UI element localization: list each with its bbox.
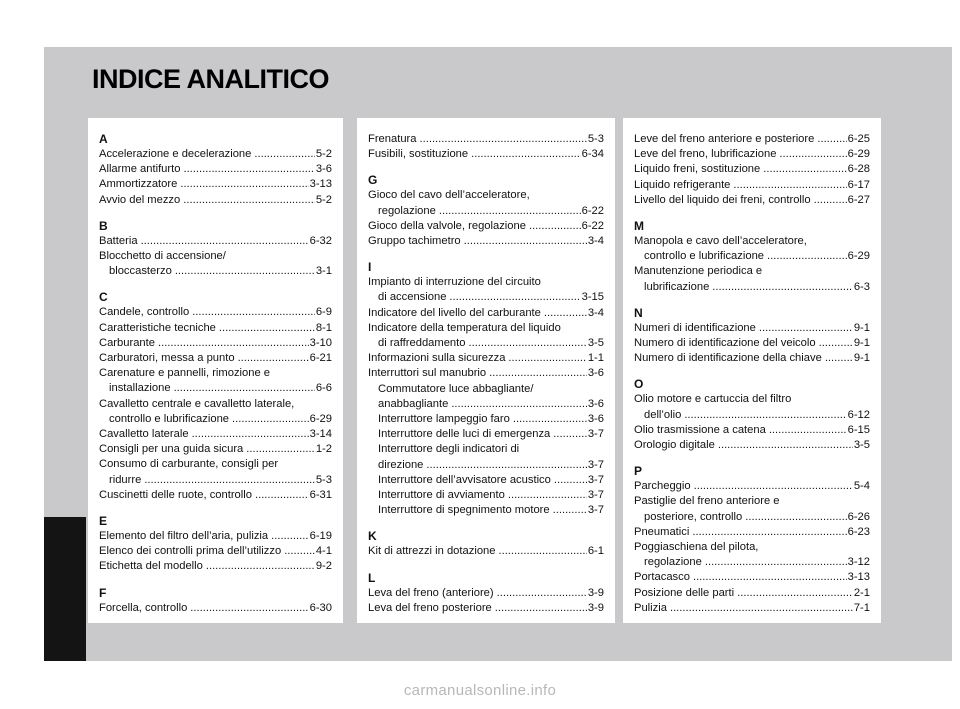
section-letter: O	[634, 377, 644, 392]
index-section-o	[634, 377, 870, 453]
index-entry[interactable]: posteriore, controllo ..... 6-26	[634, 510, 870, 525]
index-entry-line: Carenature e pannelli, rimozione e	[99, 367, 271, 380]
index-entry[interactable]: Numero di identificazione della chiave ..... 9-1	[634, 351, 870, 366]
index-section-i	[368, 260, 604, 518]
index-entry[interactable]: Ammortizzatore ..... 3-13	[99, 177, 332, 192]
index-section-f	[99, 586, 332, 616]
index-entry[interactable]: Interruttore dell’avvisatore acustico ..... 3-7	[368, 473, 604, 488]
page-title: INDICE ANALITICO	[92, 64, 329, 94]
index-entry[interactable]: controllo e lubrificazione ..... 6-29	[634, 249, 870, 264]
index-entry[interactable]: di accensione ..... 3-15	[368, 290, 604, 305]
section-letter: C	[99, 290, 108, 305]
index-entry[interactable]: direzione ..... 3-7	[368, 458, 604, 473]
index-entry-line: Manutenzione periodica e	[634, 265, 763, 278]
index-section-k	[368, 529, 604, 559]
index-entry-line: Impianto di interruzione del circuito	[368, 276, 541, 289]
watermark-footer: carmanualsonline.info	[403, 682, 557, 699]
index-entry[interactable]: bloccasterzo ..... 3-1	[99, 264, 332, 279]
index-entry[interactable]: Elenco dei controlli prima dell’utilizzo ..... 4-1	[99, 544, 332, 559]
index-entry[interactable]: installazione ..... 6-6	[99, 381, 332, 396]
index-entry[interactable]: Liquido refrigerante ..... 6-17	[634, 178, 870, 193]
index-entry-line: Gioco del cavo dell’acceleratore,	[368, 189, 530, 202]
index-section-l	[368, 571, 604, 616]
index-entry-line: Poggiaschiena del pilota,	[634, 541, 759, 554]
index-entry[interactable]: Interruttore di spegnimento motore ..... 3-7	[368, 503, 604, 518]
index-entry[interactable]: Interruttore di avviamento ..... 3-7	[368, 488, 604, 503]
index-entry[interactable]: regolazione ..... 6-22	[368, 204, 604, 219]
index-column-2	[357, 118, 615, 623]
index-entry-line: Consumo di carburante, consigli per	[99, 458, 279, 471]
index-entry[interactable]: regolazione ..... 3-12	[634, 555, 870, 570]
section-letter: E	[99, 514, 108, 529]
index-entry[interactable]: Portacasco ..... 3-13	[634, 570, 870, 585]
index-entry-line: Interruttore degli indicatori di	[378, 443, 520, 456]
index-entry[interactable]: Informazioni sulla sicurezza ..... 1-1	[368, 351, 604, 366]
index-column-1	[88, 118, 343, 623]
index-entry[interactable]: Consigli per una guida sicura ..... 1-2	[99, 442, 332, 457]
index-entry[interactable]: Allarme antifurto ..... 3-6	[99, 162, 332, 177]
index-entry-line: Manopola e cavo dell’acceleratore,	[634, 235, 807, 248]
index-entry[interactable]: Frenatura ..... 5-3	[368, 132, 604, 147]
section-letter: B	[99, 218, 108, 233]
index-entry[interactable]: Cuscinetti delle ruote, controllo ..... 6-31	[99, 488, 332, 503]
index-entry[interactable]: Gioco della valvole, regolazione ..... 6-22	[368, 219, 604, 234]
index-entry[interactable]: Caratteristiche tecniche ..... 8-1	[99, 321, 332, 336]
index-entry[interactable]: Leve del freno, lubrificazione ..... 6-29	[634, 147, 870, 162]
index-entry[interactable]: Avvio del mezzo ..... 5-2	[99, 193, 332, 208]
index-entry[interactable]: Interruttore delle luci di emergenza ..... 3-7	[368, 427, 604, 442]
index-section-g	[368, 173, 604, 249]
index-section-b	[99, 219, 332, 280]
index-entry[interactable]: anabbagliante ..... 3-6	[368, 397, 604, 412]
index-section-n	[634, 306, 870, 367]
index-entry[interactable]: Olio trasmissione a catena ..... 6-15	[634, 423, 870, 438]
section-letter: P	[634, 464, 643, 479]
index-section-l-cont	[634, 132, 870, 208]
section-letter: L	[368, 570, 376, 585]
index-column-3	[623, 118, 881, 623]
index-section-f-cont	[368, 132, 604, 162]
index-section-c	[99, 290, 332, 503]
index-entry[interactable]: Interruttore lampeggio faro ..... 3-6	[368, 412, 604, 427]
index-entry[interactable]: Pulizia ..... 7-1	[634, 601, 870, 616]
index-entry[interactable]: Parcheggio ..... 5-4	[634, 479, 870, 494]
index-entry[interactable]: Batteria ..... 6-32	[99, 234, 332, 249]
index-entry[interactable]: Liquido freni, sostituzione ..... 6-28	[634, 162, 870, 177]
index-entry[interactable]: Interruttori sul manubrio ..... 3-6	[368, 366, 604, 381]
index-entry[interactable]: Candele, controllo ..... 6-9	[99, 305, 332, 320]
section-tab-marker	[44, 517, 86, 661]
index-entry[interactable]: Leve del freno anteriore e posteriore ..... 6-25	[634, 132, 870, 147]
index-entry[interactable]: Indicatore del livello del carburante ..... 3-4	[368, 306, 604, 321]
index-entry[interactable]: Numeri di identificazione ..... 9-1	[634, 321, 870, 336]
index-entry-line: Blocchetto di accensione/	[99, 250, 226, 263]
index-entry[interactable]: lubrificazione ..... 6-3	[634, 280, 870, 295]
index-section-a	[99, 132, 332, 208]
index-entry[interactable]: Numero di identificazione del veicolo ..... 9-1	[634, 336, 870, 351]
section-letter: M	[634, 219, 644, 234]
index-entry[interactable]: Forcella, controllo ..... 6-30	[99, 601, 332, 616]
index-entry-line: Cavalletto centrale e cavalletto laterale,	[99, 397, 295, 410]
index-entry[interactable]: Leva del freno posteriore ..... 3-9	[368, 601, 604, 616]
section-letter: K	[368, 529, 377, 544]
index-entry[interactable]: Carburante ..... 3-10	[99, 336, 332, 351]
index-entry-line: Pastiglie del freno anteriore e	[634, 495, 780, 508]
index-entry[interactable]: Kit di attrezzi in dotazione ..... 6-1	[368, 544, 604, 559]
index-entry[interactable]: Pneumatici ..... 6-23	[634, 525, 870, 540]
section-letter: I	[368, 260, 372, 275]
index-entry[interactable]: di raffreddamento ..... 3-5	[368, 336, 604, 351]
section-letter: G	[368, 173, 378, 188]
index-entry[interactable]: controllo e lubrificazione ..... 6-29	[99, 412, 332, 427]
index-entry[interactable]: Accelerazione e decelerazione ..... 5-2	[99, 147, 332, 162]
index-entry[interactable]: ridurre ..... 5-3	[99, 473, 332, 488]
index-section-m	[634, 219, 870, 295]
section-letter: N	[634, 305, 643, 320]
index-section-e	[99, 514, 332, 575]
section-letter: F	[99, 585, 107, 600]
index-entry[interactable]: Fusibili, sostituzione ..... 6-34	[368, 147, 604, 162]
index-entry[interactable]: Livello del liquido dei freni, controllo ..... 6-27	[634, 193, 870, 208]
index-entry[interactable]: dell’olio ..... 6-12	[634, 408, 870, 423]
index-entry[interactable]: Orologio digitale ..... 3-5	[634, 438, 870, 453]
index-entry[interactable]: Leva del freno (anteriore) ..... 3-9	[368, 586, 604, 601]
index-entry[interactable]: Posizione delle parti ..... 2-1	[634, 586, 870, 601]
index-section-p	[634, 464, 870, 616]
index-entry-line: Commutatore luce abbagliante/	[378, 382, 534, 395]
index-entry[interactable]: Carburatori, messa a punto ..... 6-21	[99, 351, 332, 366]
section-letter: A	[99, 132, 108, 146]
index-entry[interactable]: Gruppo tachimetro ..... 3-4	[368, 234, 604, 249]
index-entry-line: Olio motore e cartuccia del filtro	[634, 393, 792, 406]
index-entry[interactable]: Etichetta del modello ..... 9-2	[99, 559, 332, 574]
index-entry-line: Indicatore della temperatura del liquido	[368, 321, 561, 334]
index-entry[interactable]: Elemento del filtro dell’aria, pulizia ..... 6-19	[99, 529, 332, 544]
index-entry[interactable]: Cavalletto laterale ..... 3-14	[99, 427, 332, 442]
